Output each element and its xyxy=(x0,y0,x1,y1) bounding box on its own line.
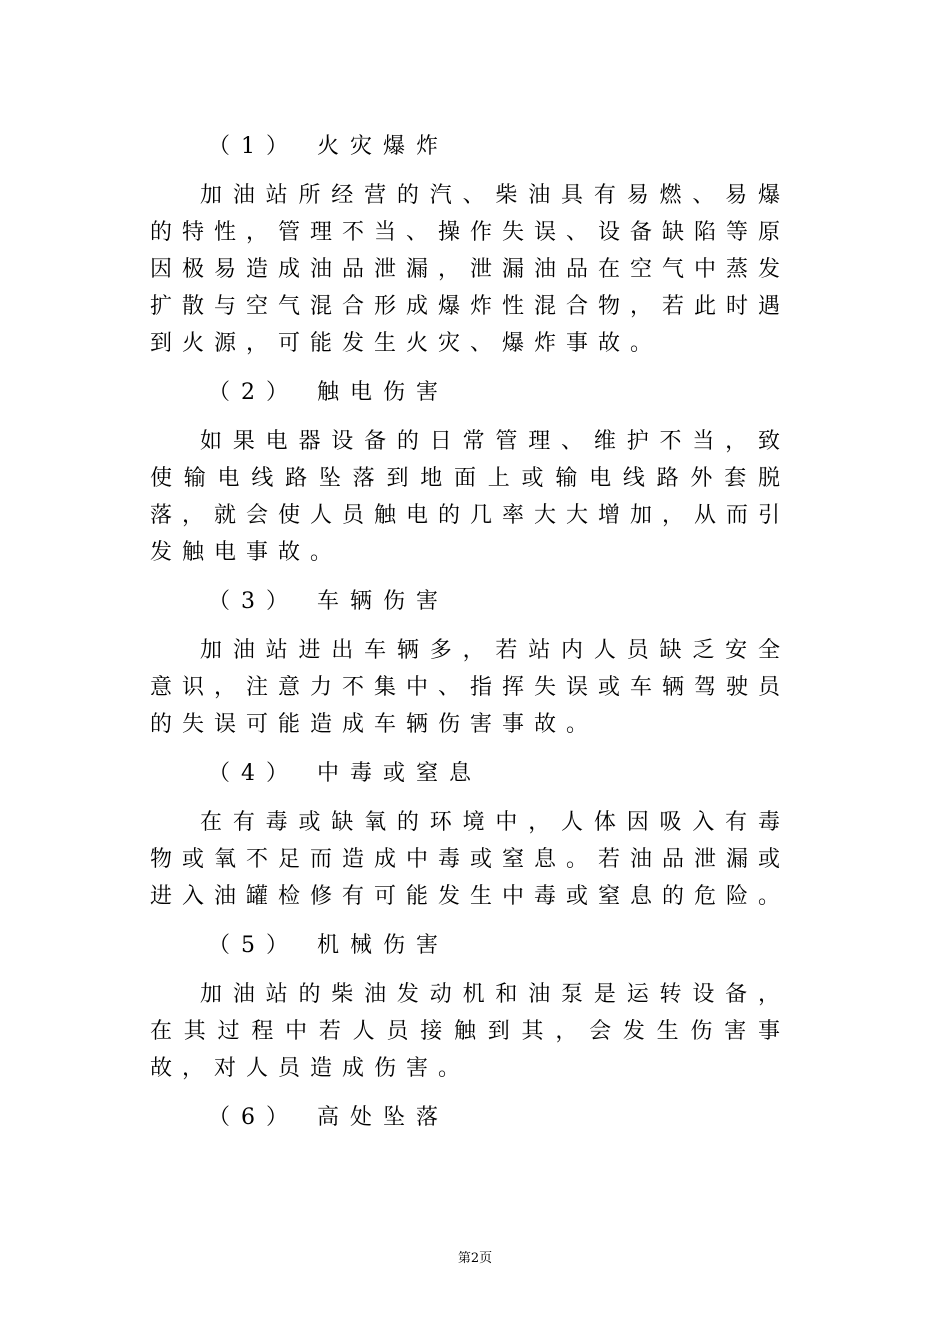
document-body xyxy=(150,128,790,1148)
section-heading-poisoning-suffocation: （4） 中毒或窒息 xyxy=(208,761,482,786)
page-number: 第2页 xyxy=(457,1251,493,1266)
section-heading-mechanical-injury: （5） 机械伤害 xyxy=(208,933,449,958)
section-heading-electric-shock: （2） 触电伤害 xyxy=(208,380,449,405)
section-paragraph-mechanical-injury: 加油站的柴油发动机和油泵是运转设备，在其过程中若人员接触到其，会发生伤害事故，对人员造成伤害。 xyxy=(150,982,790,1081)
section-paragraph-electric-shock: 如果电器设备的日常管理、维护不当，致使输电线路坠落到地面上或输电线路外套脱落，就会使人员触电的几率大大增加，从而引发触电事故。 xyxy=(150,429,791,565)
section-heading-vehicle-injury: （3） 车辆伤害 xyxy=(208,589,449,614)
section-paragraph-poisoning-suffocation: 在有毒或缺氧的环境中，人体因吸入有毒物或氧不足而造成中毒或窒息。若油品泄漏或进入油罐检修有可能发生中毒或窒息的危险。 xyxy=(150,810,791,909)
section-heading-fall-from-height: （6） 高处坠落 xyxy=(208,1105,449,1130)
section-heading-fire-explosion: （1） 火灾爆炸 xyxy=(208,134,449,159)
section-paragraph-vehicle-injury: 加油站进出车辆多，若站内人员缺乏安全意识，注意力不集中、指挥失误或车辆驾驶员的失误可能造成车辆伤害事故。 xyxy=(150,638,791,737)
section-paragraph-fire-explosion: 加油站所经营的汽、柴油具有易燃、易爆的特性，管理不当、操作失误、设备缺陷等原因极易造成油品泄漏，泄漏油品在空气中蒸发扩散与空气混合形成爆炸性混合物，若此时遇到火源，可能发生火灾、爆炸事故。 xyxy=(150,183,791,356)
